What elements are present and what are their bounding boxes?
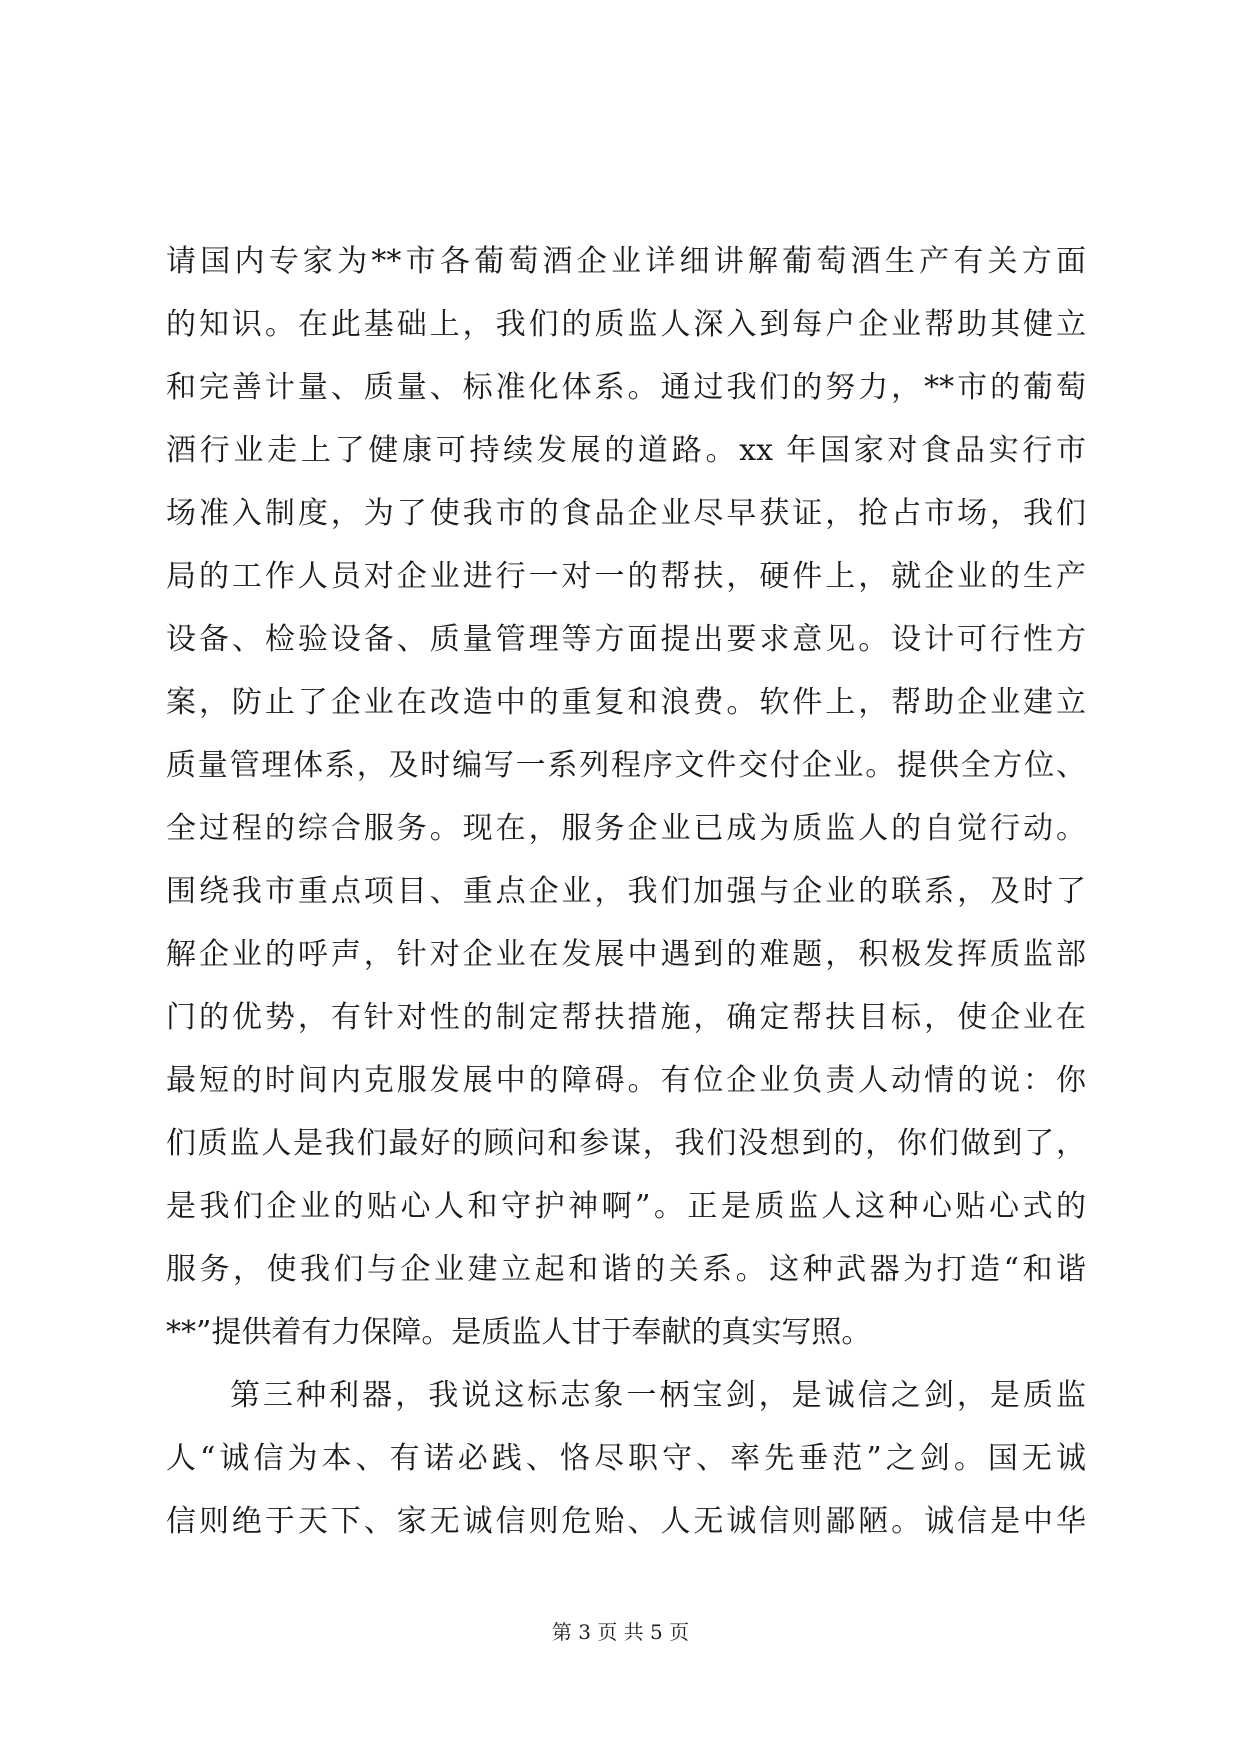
- page-number-footer: 第 3 页 共 5 页: [551, 1620, 690, 1644]
- body-text: [166, 230, 1086, 1553]
- text-line: 案，防止了企业在改造中的重复和浪费。软件上，帮助企业建立: [166, 685, 1086, 720]
- text-line: 酒行业走上了健康可持续发展的道路。xx 年国家对食品实行市: [166, 433, 1086, 468]
- text-line: 质量管理体系，及时编写一系列程序文件交付企业。提供全方位、: [166, 748, 1086, 783]
- text-line: 信则绝于天下、家无诚信则危贻、人无诚信则鄙陋。诚信是中华: [166, 1504, 1086, 1539]
- text-line: **”提供着有力保障。是质监人甘于奉献的真实写照。: [166, 1315, 872, 1350]
- text-line: 场准入制度，为了使我市的食品企业尽早获证，抢占市场，我们: [166, 496, 1086, 531]
- text-line: 服务，使我们与企业建立起和谐的关系。这种武器为打造“和谐: [166, 1252, 1086, 1287]
- text-line: 局的工作人员对企业进行一对一的帮扶，硬件上，就企业的生产: [166, 559, 1086, 594]
- text-line: 全过程的综合服务。现在，服务企业已成为质监人的自觉行动。: [166, 811, 1086, 846]
- text-line: 是我们企业的贴心人和守护神啊”。正是质监人这种心贴心式的: [166, 1189, 1086, 1224]
- text-line: 最短的时间内克服发展中的障碍。有位企业负责人动情的说：你: [166, 1063, 1086, 1098]
- text-line: 们质监人是我们最好的顾问和参谋，我们没想到的，你们做到了，: [166, 1126, 1086, 1161]
- text-line: 请国内专家为**市各葡萄酒企业详细讲解葡萄酒生产有关方面: [166, 244, 1086, 279]
- text-line: 解企业的呼声，针对企业在发展中遇到的难题，积极发挥质监部: [166, 937, 1086, 972]
- text-line: 人“诚信为本、有诺必践、恪尽职守、率先垂范”之剑。国无诚: [166, 1441, 1086, 1476]
- text-line: 围绕我市重点项目、重点企业，我们加强与企业的联系，及时了: [166, 874, 1086, 909]
- text-line: 的知识。在此基础上，我们的质监人深入到每户企业帮助其健立: [166, 307, 1086, 342]
- text-line: 设备、检验设备、质量管理等方面提出要求意见。设计可行性方: [166, 622, 1086, 657]
- text-line: 门的优势，有针对性的制定帮扶措施，确定帮扶目标，使企业在: [166, 1000, 1086, 1035]
- paragraph-start-line: 第三种利器，我说这标志象一柄宝剑，是诚信之剑，是质监: [230, 1378, 1086, 1413]
- text-line: 和完善计量、质量、标准化体系。通过我们的努力，**市的葡萄: [166, 370, 1086, 405]
